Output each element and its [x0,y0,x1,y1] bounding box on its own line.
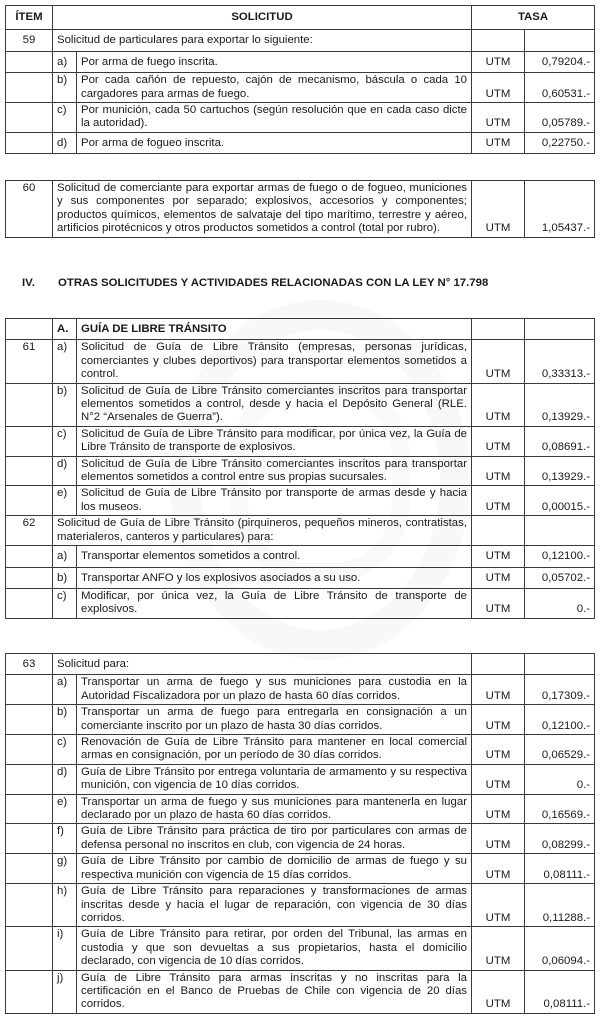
table-row [6,103,595,133]
row-fee: 0,08691.- [525,426,595,456]
row-description: Transportar un arma de fuego y sus municiones para custodia en la Autoridad Fiscalizadora por un plazo de hasta 60 días corridos. [77,675,472,705]
row-fee: 0,33313.- [525,340,595,383]
row-description: Modificar, por única vez, la Guía de Libre Tránsito de transporte de explosivos. [77,588,472,618]
row-letter: b) [53,383,77,426]
row-description: Solicitud de Guía de Libre Tránsito comerciantes inscritos para transportar elementos sometidos a control, desde y hacia el Depósito General (RLE. N°2 “Arsenales de Guerra”). [77,383,472,426]
row-unit: UTM [472,546,525,567]
row-unit: UTM [472,705,525,735]
row-letter: c) [53,103,77,133]
item-description: Solicitud de comerciante para exportar armas de fuego o de fogueo, municiones y sus componentes por separado; explosivos, accesorios y componentes; productos químicos, elementos de salvataje del tipo marítimo, terrestre y aéreo, artificios pirotécnicos y otros productos sometidos a control (total por rubro). [53,181,472,238]
row-unit: UTM [472,486,525,516]
table-row [6,654,595,675]
row-description: Guía de Libre Tránsito para práctica de tiro por particulares con armas de defensa personal no inscritos en club, con vigencia de 24 horas. [77,824,472,854]
table-row [6,735,595,765]
row-unit: UTM [472,794,525,824]
row-description: Solicitud de Guía de Libre Tránsito para modificar, por única vez, la Guía de Libre Tránsito de transporte de explosivos. [77,426,472,456]
row-description: Guía de Libre Tránsito por cambio de domicilio de armas de fuego y su respectiva munición con vigencia de 15 días corridos. [77,854,472,884]
row-unit: UTM [472,927,525,970]
fees-table-free-transit-guide [5,318,595,619]
row-fee: 0,13929.- [525,456,595,486]
row-unit: UTM [472,764,525,794]
table-row [6,970,595,1013]
row-fee: 0,08299.- [525,824,595,854]
table-row [6,546,595,567]
table-row [6,516,595,546]
row-letter: g) [53,854,77,884]
row-fee: 0,08111.- [525,970,595,1013]
row-description: Solicitud de Guía de Libre Tránsito por transporte de armas desde y hacia los museos. [77,486,472,516]
table-row [6,456,595,486]
row-unit: UTM [472,103,525,133]
row-letter: e) [53,486,77,516]
row-description: Transportar un arma de fuego para entregarla en consignación a un comerciante inscrito por un plazo de hasta 30 días corridos. [77,705,472,735]
table-row [6,73,595,103]
row-fee: 0,05789.- [525,103,595,133]
table-row [6,132,595,153]
row-unit: UTM [472,426,525,456]
row-unit: UTM [472,73,525,103]
row-description: Renovación de Guía de Libre Tránsito para mantener en local comercial armas en consignación, por un período de 30 días corridos. [77,735,472,765]
row-fee: 1,05437.- [525,181,595,238]
row-description: Solicitud de Guía de Libre Tránsito (empresas, personas jurídicas, comerciantes y clubes deportivos) para transportar elementos sometidos a control. [77,340,472,383]
row-letter: a) [53,340,77,383]
row-letter: h) [53,884,77,927]
row-fee: 0,79204.- [525,51,595,72]
table-row [6,426,595,456]
table-row [6,794,595,824]
row-fee: 0.- [525,764,595,794]
row-letter: b) [53,73,77,103]
row-fee: 0,12100.- [525,705,595,735]
row-unit: UTM [472,735,525,765]
fees-table-exports-merchants [5,180,595,238]
row-description: Por arma de fuego inscrita. [77,51,472,72]
item-number: 62 [6,516,53,546]
row-letter: i) [53,927,77,970]
row-description: Solicitud de Guía de Libre Tránsito comerciantes inscritos para transportar elementos sometidos a control entre sus propias sucursales. [77,456,472,486]
row-unit: UTM [472,567,525,588]
table-row [6,927,595,970]
row-unit: UTM [472,340,525,383]
item-description: Solicitud para: [53,654,472,675]
row-unit: UTM [472,884,525,927]
table-header-row [6,6,595,30]
item-number: 61 [6,340,53,383]
row-letter: b) [53,705,77,735]
row-letter: b) [53,567,77,588]
row-description: Por arma de fogueo inscrita. [77,132,472,153]
table-row [6,675,595,705]
item-description: Solicitud de particulares para exportar lo siguiente: [53,30,472,51]
row-description: Transportar un arma de fuego y sus municiones para mantenerla en lugar declarado por un plazo de hasta 60 días corridos. [77,794,472,824]
row-letter: a) [53,51,77,72]
table-row [6,340,595,383]
row-unit: UTM [472,456,525,486]
row-fee: 0.- [525,588,595,618]
subsection-row [6,319,595,340]
row-unit: UTM [472,854,525,884]
table-row [6,854,595,884]
row-fee: 0,08111.- [525,854,595,884]
row-fee: 0,06529.- [525,735,595,765]
row-unit: UTM [472,588,525,618]
table-row [6,486,595,516]
row-letter: a) [53,675,77,705]
row-letter: e) [53,794,77,824]
row-letter: d) [53,456,77,486]
table-row [6,51,595,72]
header-tasa: TASA [472,6,595,30]
row-description: Guía de Libre Tránsito para armas inscritas y no inscritas para la certificación en el Banco de Pruebas de Chile con vigencia de 20 días corridos. [77,970,472,1013]
item-number: 60 [6,181,53,238]
row-description: Por munición, cada 50 cartuchos (según resolución que en cada caso dicte la autoridad). [77,103,472,133]
row-letter: d) [53,764,77,794]
row-fee: 0,60531.- [525,73,595,103]
header-item: ÍTEM [6,6,53,30]
row-description: Guía de Libre Tránsito para retirar, por orden del Tribunal, las armas en custodia y que son devueltas a sus propietarios, hasta el domicilio declarado, con vigencia de 10 días corridos. [77,927,472,970]
table-row [6,181,595,238]
subsection-letter: A. [53,319,77,340]
table-row [6,884,595,927]
table-row [6,764,595,794]
row-letter: f) [53,824,77,854]
row-letter: c) [53,426,77,456]
item-number: 59 [6,30,53,51]
row-unit: UTM [472,970,525,1013]
row-fee: 0,22750.- [525,132,595,153]
section-title: OTRAS SOLICITUDES Y ACTIVIDADES RELACIONADAS CON LA LEY N° 17.798 [58,277,489,289]
row-description: Transportar elementos sometidos a control. [77,546,472,567]
table-row [6,30,595,51]
row-fee: 0,17309.- [525,675,595,705]
row-unit: UTM [472,675,525,705]
row-letter: c) [53,588,77,618]
subsection-title: GUÍA DE LIBRE TRÁNSITO [77,319,472,340]
row-description: Guía de Libre Tránsito por entrega voluntaria de armamento y su respectiva munición, con vigencia de 10 días corridos. [77,764,472,794]
row-fee: 0,12100.- [525,546,595,567]
fees-table-exports-individuals [5,5,595,154]
row-unit: UTM [472,51,525,72]
table-row [6,383,595,426]
fees-table-weapon-transport [5,653,595,1014]
row-letter: c) [53,735,77,765]
row-unit: UTM [472,383,525,426]
row-description: Guía de Libre Tránsito para reparaciones y transformaciones de armas inscritas desde y hacia el lugar de reparación, con vigencia de 30 días corridos. [77,884,472,927]
row-fee: 0,05702.- [525,567,595,588]
row-description: Por cada cañón de repuesto, cajón de mecanismo, báscula o cada 10 cargadores para armas de fuego. [77,73,472,103]
row-unit: UTM [472,181,525,238]
table-row [6,824,595,854]
section-heading [22,277,488,289]
table-row [6,567,595,588]
section-number: IV. [22,277,35,289]
row-fee: 0,13929.- [525,383,595,426]
item-description: Solicitud de Guía de Libre Tránsito (pirquineros, pequeños mineros, contratistas, materialeros, canteros y particulares) para: [53,516,472,546]
row-description: Transportar ANFO y los explosivos asociados a su uso. [77,567,472,588]
header-solicitud: SOLICITUD [53,6,472,30]
item-number: 63 [6,654,53,675]
row-letter: a) [53,546,77,567]
row-fee: 0,11288.- [525,884,595,927]
row-letter: d) [53,132,77,153]
row-unit: UTM [472,824,525,854]
row-fee: 0,00015.- [525,486,595,516]
row-unit: UTM [472,132,525,153]
table-row [6,705,595,735]
row-fee: 0,06094.- [525,927,595,970]
table-row [6,588,595,618]
row-letter: j) [53,970,77,1013]
row-fee: 0,16569.- [525,794,595,824]
